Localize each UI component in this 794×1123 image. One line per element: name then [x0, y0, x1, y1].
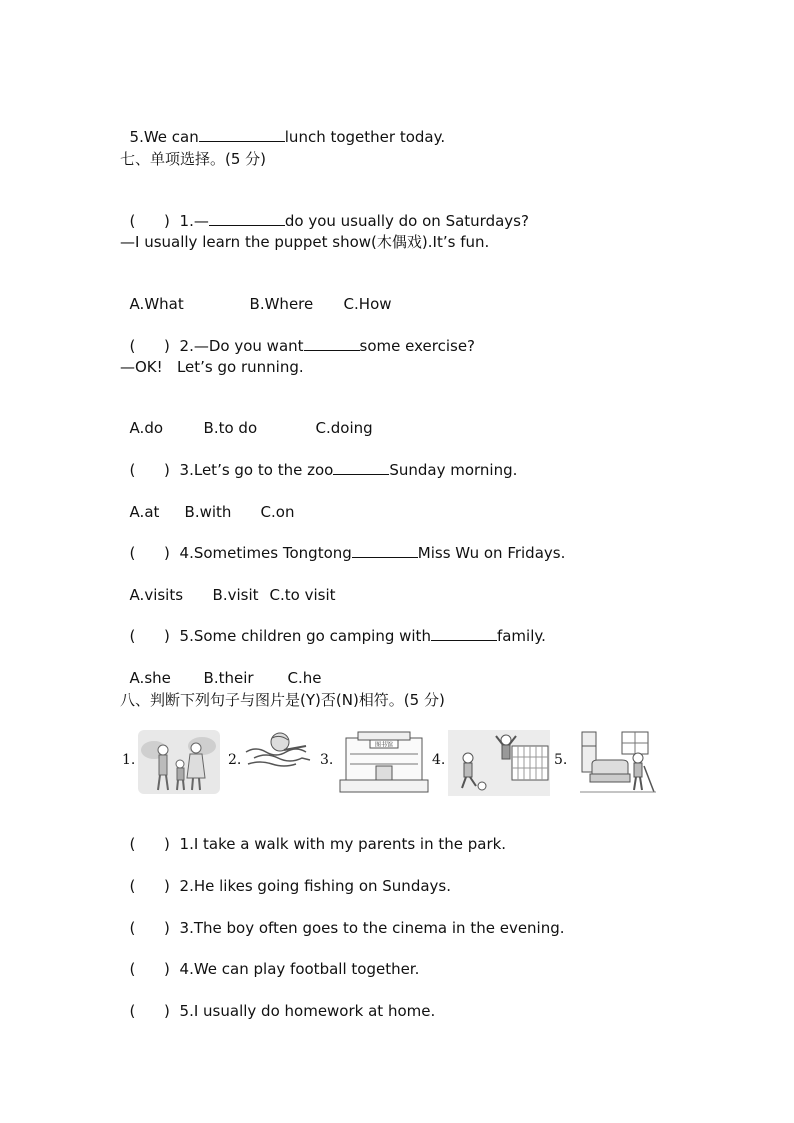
answer-paren[interactable]: ( ) [129, 919, 170, 937]
option-c: C.doing [315, 419, 373, 437]
option-b: B.visit [212, 586, 259, 604]
option-b: B.their [203, 669, 254, 687]
answer-blank[interactable] [333, 460, 389, 475]
option-b: B.to do [203, 419, 258, 437]
question-7-2-options [120, 398, 373, 438]
swimming-picture [244, 730, 314, 770]
answer-paren[interactable]: ( ) [129, 1002, 170, 1020]
question-7-3: ( ) 3.Let’s go to the zoo Sunday morning. [129, 461, 518, 479]
question-7-3-options [120, 482, 294, 522]
answer-blank[interactable] [352, 543, 418, 558]
question-7-4-options [120, 565, 336, 605]
option-a: A.she [129, 669, 171, 687]
answer-paren[interactable]: ( ) [129, 337, 170, 355]
answer-paren[interactable]: ( ) [129, 212, 170, 230]
section-8-title: 八、判断下列句子与图片是(Y)否(N)相符。(5 分) [120, 691, 445, 709]
option-a: A.What [129, 295, 184, 313]
option-a: A.do [129, 419, 164, 437]
answer-paren[interactable]: ( ) [129, 461, 170, 479]
home-picture [578, 730, 658, 794]
question-7-4: ( ) 4.Sometimes Tongtong Miss Wu on Fridays. [129, 544, 566, 562]
picture-number: 2. [228, 752, 242, 768]
option-b: B.Where [249, 295, 314, 313]
picture-number: 5. [554, 752, 568, 768]
option-c: C.to visit [269, 586, 336, 604]
question-7-2: ( ) 2.—Do you want some exercise? [129, 337, 476, 355]
question-7-1-line2: —I usually learn the puppet show(木偶戏).It’s fun. [120, 233, 490, 251]
football-picture [448, 730, 550, 796]
option-b: B.with [184, 503, 232, 521]
answer-blank[interactable] [304, 336, 360, 351]
answer-paren[interactable]: ( ) [129, 835, 170, 853]
statement-8-1: ( ) 1.I take a walk with my parents in the park. [129, 835, 507, 853]
question-7-5: ( ) 5.Some children go camping with family. [129, 627, 546, 645]
library-picture [338, 730, 430, 794]
library-sign: 图书馆 [374, 741, 394, 749]
statement-8-2: ( ) 2.He likes going fishing on Sundays. [129, 877, 451, 895]
picture-number: 4. [432, 752, 446, 768]
statement-8-3: ( ) 3.The boy often goes to the cinema in the evening. [129, 919, 565, 937]
option-a: A.visits [129, 586, 184, 604]
picture-number: 1. [122, 752, 136, 768]
answer-paren[interactable]: ( ) [129, 627, 170, 645]
section-7-title: 七、单项选择。(5 分) [120, 150, 267, 168]
answer-blank[interactable] [431, 626, 497, 641]
statement-8-5: ( ) 5.I usually do homework at home. [129, 1002, 436, 1020]
question-7-2-line2: —OK! Let’s go running. [120, 358, 304, 376]
picture-number: 3. [320, 752, 334, 768]
option-c: C.How [343, 295, 392, 313]
question-6-5: 5.We can lunch together today. [129, 128, 446, 146]
option-c: C.he [287, 669, 322, 687]
option-c: C.on [260, 503, 295, 521]
answer-paren[interactable]: ( ) [129, 544, 170, 562]
option-a: A.at [129, 503, 160, 521]
question-7-1: ( ) 1.— do you usually do on Saturdays? [129, 212, 529, 230]
answer-blank[interactable] [199, 127, 285, 142]
answer-paren[interactable]: ( ) [129, 877, 170, 895]
answer-blank[interactable] [209, 211, 285, 226]
answer-paren[interactable]: ( ) [129, 960, 170, 978]
question-7-1-options [120, 274, 392, 314]
family-walk-picture [138, 730, 220, 794]
question-7-5-options [120, 648, 322, 688]
statement-8-4: ( ) 4.We can play football together. [129, 960, 420, 978]
picture-strip [120, 730, 660, 796]
